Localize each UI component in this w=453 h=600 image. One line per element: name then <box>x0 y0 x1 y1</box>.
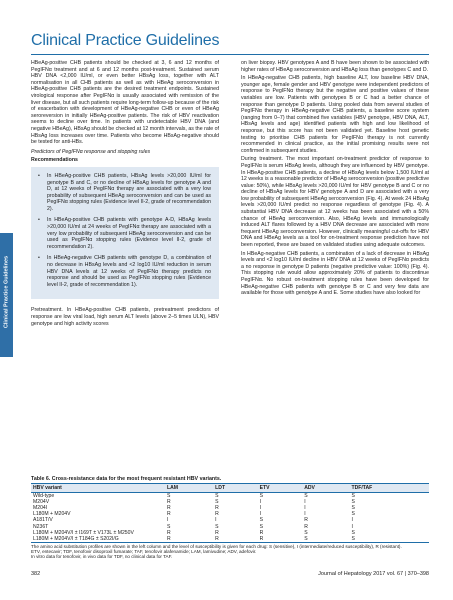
section-side-tab <box>0 233 13 357</box>
table-cell: S <box>167 493 171 500</box>
table-cell: S <box>304 529 308 536</box>
table-cell: I <box>304 511 306 518</box>
table-cell: S <box>215 523 219 530</box>
column-header: ETV <box>258 484 303 493</box>
table-cell: S <box>259 493 264 500</box>
cross-resistance-table <box>31 483 429 543</box>
recommendation-text: In HBeAg-negative CHB patients with genotype D, a combination of no decrease in HBsAg levels and <2 log10 IU/ml reduction in serum HBV DNA levels at 12 weeks of PegIFNα therapy predicts no response and should be used as PegIFNα stopping rules (Evidence level II-2, grade of recommendation 1). <box>47 255 211 288</box>
table-cell: I <box>304 505 306 512</box>
intro-paragraph: HBeAg-positive CHB patients should be checked at 3, 6 and 12 months of PegIFNα treatment and at 6 and 12 months post-treatment. Sustained serum HBV DNA <2,000 IU/ml, or even better HBsAg loss, together with ALT normalisation in all CHB patients as well as with HBeAg seroconversion in HBeAg-positive CHB patients are the desired treatment endpoints. Sustained virological response after PegIFNα is usually associated with remission of the liver disease, but all such patients require long-term follow-up because of the risk of exacerbation with development of HBeAg-negative CHB or even of HBeAg seroreversion in initially HBeAg-positive patients. The risk of HBV reactivation seems to decline over time. In patients with undetectable HBV DNA (and negative HBeAg), HBsAg should be checked at 12 month intervals, as the rate of HBsAg loss increases over time. Patients who become HBsAg-negative should be tested for anti-HBs. <box>31 60 219 146</box>
table-cell: S <box>167 523 171 530</box>
recommendations-heading: Recommendations <box>31 157 78 164</box>
page-number: 382 <box>31 571 41 577</box>
recommendation-item <box>37 255 211 288</box>
table-cell: R <box>215 529 219 536</box>
recommendation-text: In HBeAg-positive CHB patients, HBsAg levels >20,000 IU/ml for genotype B and C, or no decline of HBsAg levels for genotype A and D, at 12 weeks of PegIFNα therapy are associated with a very low probability of subsequent HBeAg seroconversion and can be used as PegIFNα stopping rules (Evidence level II-2, grade of recommendation 2). <box>47 172 211 212</box>
table-cell: S <box>259 517 264 524</box>
left-column <box>31 60 219 329</box>
table-cell: S <box>349 536 429 543</box>
body-paragraph: In HBeAg-negative CHB patients, a combination of a lack of decrease in HBsAg levels and <2 log10 IU/ml decline in HBV DNA at 12 weeks of PegIFNα predicts a no response in genotype D patients (negative predictive value: 100%) (Fig. 4). This stopping rule would allow approximately 20% of patients to discontinue PegIFNα. No robust on-treatment stopping rules have been developed for HBeAg-negative CHB patients with genotype B or C and very few data are available for those with genotype A and E. Some studies have also looked for <box>241 250 429 297</box>
table-cell: S <box>351 493 355 500</box>
table-cell: R <box>259 529 264 536</box>
table-cell: N236T <box>33 523 49 530</box>
column-header: TDF/TAF <box>349 484 429 493</box>
table-cell: R <box>215 511 219 518</box>
table-footnote: In vitro data for tenofovir, in vivo data for TDF, no clinical data for TAF. <box>31 554 173 560</box>
table-cell: I <box>304 499 306 506</box>
table-cell: S <box>304 493 308 500</box>
recommendation-item <box>37 217 211 250</box>
table-cell: I <box>215 517 217 524</box>
recommendations-box <box>31 167 219 300</box>
side-tab-label: Clinical Practice Guidelines <box>3 255 10 329</box>
cross-resistance-table-block <box>31 476 429 560</box>
table-cell: Wild-type <box>33 493 55 500</box>
title-rule <box>31 54 429 55</box>
recommendation-item <box>37 173 211 213</box>
table-cell: R <box>167 499 171 506</box>
page-title: Clinical Practice Guidelines <box>31 32 220 49</box>
section-subheading: Predictors of PegIFNα response and stopping rules <box>31 148 151 155</box>
table-cell: R <box>167 505 171 512</box>
bullet-icon: • <box>38 255 40 262</box>
bullet-icon: • <box>38 172 40 179</box>
column-header: ADV <box>302 484 349 493</box>
table-row <box>31 493 429 500</box>
pretreatment-paragraph: Pretreatment. In HBeAg-positive CHB patients, pretreatment predictors of response are low viral load, high serum ALT levels (above 2–5 times ULN), HBV genotype and high activity scores <box>31 307 219 327</box>
table-cell: I <box>259 499 262 506</box>
table-cell: S <box>259 523 264 530</box>
body-paragraph: on liver biopsy. HBV genotypes A and B have been shown to be associated with higher rates of HBeAg seroconversion and HBsAg loss than genotypes C and D. <box>241 60 429 73</box>
table-cell: S <box>351 511 355 518</box>
table-cell: S <box>215 499 219 506</box>
table-cell: L180M + M204V/I ± I169T ± V173L ± M250V <box>33 529 134 536</box>
table-cell: S <box>302 536 349 543</box>
body-paragraph: In HBeAg-negative CHB patients, high baseline ALT, low baseline HBV DNA, younger age, female gender and HBV genotype were independent predictors of response to PegIFNα therapy but the negative and positive values of these variables are low. Patients with genotypes B or C had a better chance of response than genotype D patients. Using pooled data from several studies of PegIFNα therapy in HBeAg-negative CHB patients, a baseline score system (ranging from 0–7) that combined five variables (HBV genotype, HBV DNA, ALT, HBsAg levels and age) identified patients with high and low likelihood of response, but this score has not been validated yet. Baseline host genetic testing to prioritise CHB patients for PegIFNα therapy is not currently recommended in clinical practice, as the initial promising results were not confirmed in subsequent studies. <box>241 75 429 154</box>
table-cell: L180M + M204V/I ± T184G ± S202I/G <box>31 536 165 543</box>
table-cell: R <box>213 536 258 543</box>
table-cell: R <box>167 529 171 536</box>
table-cell: S <box>351 499 355 506</box>
table-footnote: ETV, entecavir; TDF, tenofovir disoproxil fumarate; TAF, tenofovir alafenamide; LAM, lamivudine; ADV, adefovir. <box>31 549 257 555</box>
column-header: LDT <box>213 484 258 493</box>
column-header: HBV variant <box>31 484 165 493</box>
recommendation-text: In HBeAg-positive CHB patients with genotype A-D, HBsAg levels >20,000 IU/ml at 24 weeks of PegIFNα therapy are associated with a very low probability of subsequent HBeAg seroconversion and can be used as PegIFNα stopping rules (Evidence level II-2, grade of recommendation 2). <box>47 217 211 250</box>
column-header: LAM <box>165 484 213 493</box>
table-cell: S <box>215 493 219 500</box>
table-cell: R <box>304 517 308 524</box>
bullet-icon: • <box>38 217 40 224</box>
table-footnotes <box>31 544 429 560</box>
table-row <box>31 536 429 543</box>
table-caption: Table 6. Cross-resistance data for the most frequent resistant HBV variants. <box>31 476 222 482</box>
table-cell: R <box>167 511 171 518</box>
table-header-row <box>31 484 429 493</box>
table-cell: I <box>259 511 262 518</box>
table-cell: R <box>215 505 219 512</box>
table-cell: M204V <box>33 499 50 506</box>
table-cell: I <box>351 517 353 524</box>
table-cell: R <box>304 523 308 530</box>
table-cell: I <box>351 523 353 530</box>
table-footnote: The amino acid substitution profiles are shown in the left column and the level of susceptibility is given for each drug: S (sensitive), I (intermediate/reduced susceptibility), R (resistant). <box>31 543 402 549</box>
body-paragraph: During treatment. The most important on-treatment predictor of response to PegIFNα is serum HBsAg levels, although they are influenced by HBV genotype. In HBeAg-positive CHB patients, a decline of HBsAg levels below 1,500 IU/ml at 12 weeks is a reasonable predictor of HBeAg seroconversion (positive predictive value: 50%), while HBsAg levels >20,000 IU/ml for HBV genotype B and C or no decline of HBsAg levels for HBV genotype A and D are associated with a very low probability of subsequent HBeAg seroconversion (Fig. 4). At week 24 HBsAg levels >20,000 IU/ml predict no response regardless of genotype (Fig. 4). A substantial HBV DNA decrease at 12 weeks has been associated with a 50% chance of HBeAg seroconversion. Also, HBeAg levels and immunologically induced ALT flares followed by a HBV DNA decrease are associated with more frequent HBeAg seroconversion. However, clinically meaningful cut-offs for HBV DNA and HBeAg levels as a tool for on-treatment response prediction have not been reported, these are based on validated studies using adequate outcomes. <box>241 156 429 249</box>
table-cell: R <box>165 536 213 543</box>
journal-citation: Journal of Hepatology 2017 vol. 67 | 370–398 <box>318 571 429 577</box>
table-cell: S <box>351 505 355 512</box>
table-cell: S <box>351 529 355 536</box>
table-cell: A181T/V <box>33 517 53 524</box>
table-cell: R <box>258 536 303 543</box>
table-cell: I <box>259 505 262 512</box>
table-cell: L180M + M204V <box>33 511 71 518</box>
table-cell: I <box>167 517 169 524</box>
right-column <box>241 60 429 299</box>
table-cell: M204I <box>33 505 48 512</box>
